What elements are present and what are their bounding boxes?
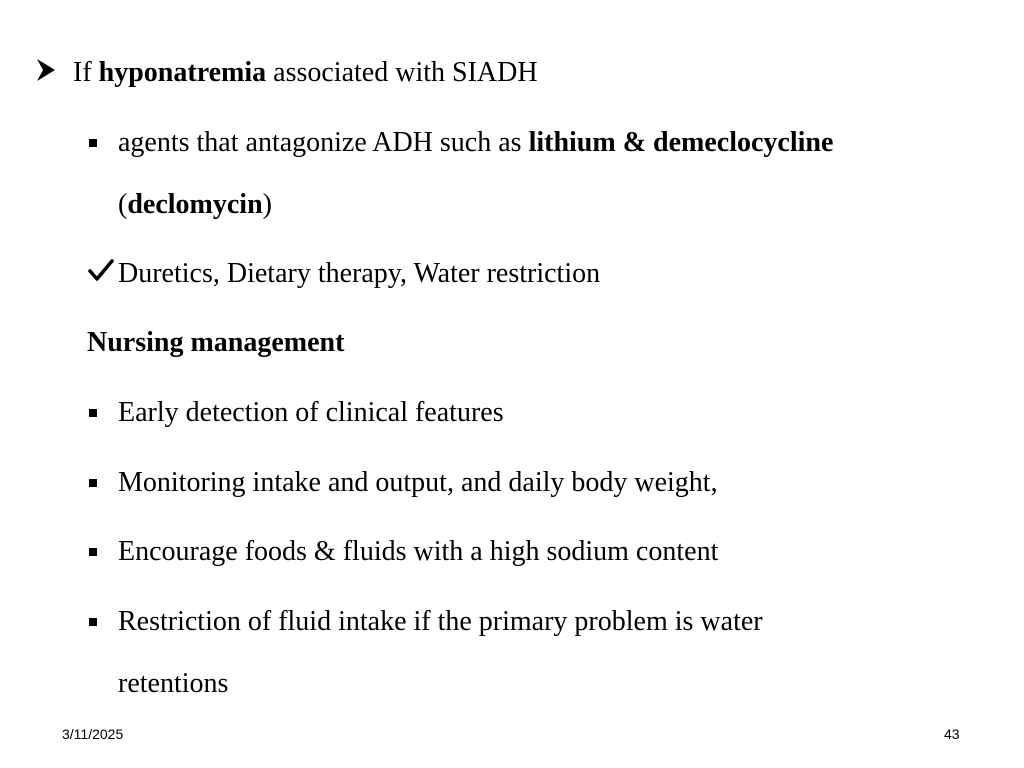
square-bullet-icon [89,548,97,556]
nursing-item: Early detection of clinical features [118,397,504,428]
heading-suffix: associated with SIADH [266,57,538,88]
nursing-item: Monitoring intake and output, and daily body weight, [118,467,718,498]
checkmark-icon [88,258,114,282]
nursing-item-continuation: retentions [118,668,229,699]
heading-prefix: If [73,57,99,88]
nursing-item: Encourage foods & fluids with a high sodium content [118,536,719,567]
footer-date: 3/11/2025 [62,726,124,742]
square-bullet-icon [89,409,97,417]
square-bullet-icon [89,479,97,487]
heading-bold-term: hyponatremia [98,57,267,88]
arrow-bullet-icon [35,57,57,83]
agents-line-1 [118,126,833,160]
nursing-title-text: Nursing management [87,327,345,358]
nursing-title [87,326,344,360]
check-item: Duretics, Dietary therapy, Water restriction [118,258,601,289]
agents-open-paren: ( [118,189,128,220]
square-bullet-icon [89,618,97,626]
heading-line [73,56,538,90]
agents-declomycin: declomycin [127,189,263,220]
footer-page-number: 43 [944,726,960,742]
agents-close-paren: ) [262,189,272,220]
nursing-item: Restriction of fluid intake if the primary problem is water [118,606,763,637]
agents-drugs: lithium & demeclocycline [528,127,834,158]
square-bullet-icon [89,139,97,147]
agents-prefix: agents that antagonize ADH such as [118,127,529,158]
agents-line-2 [118,188,272,222]
